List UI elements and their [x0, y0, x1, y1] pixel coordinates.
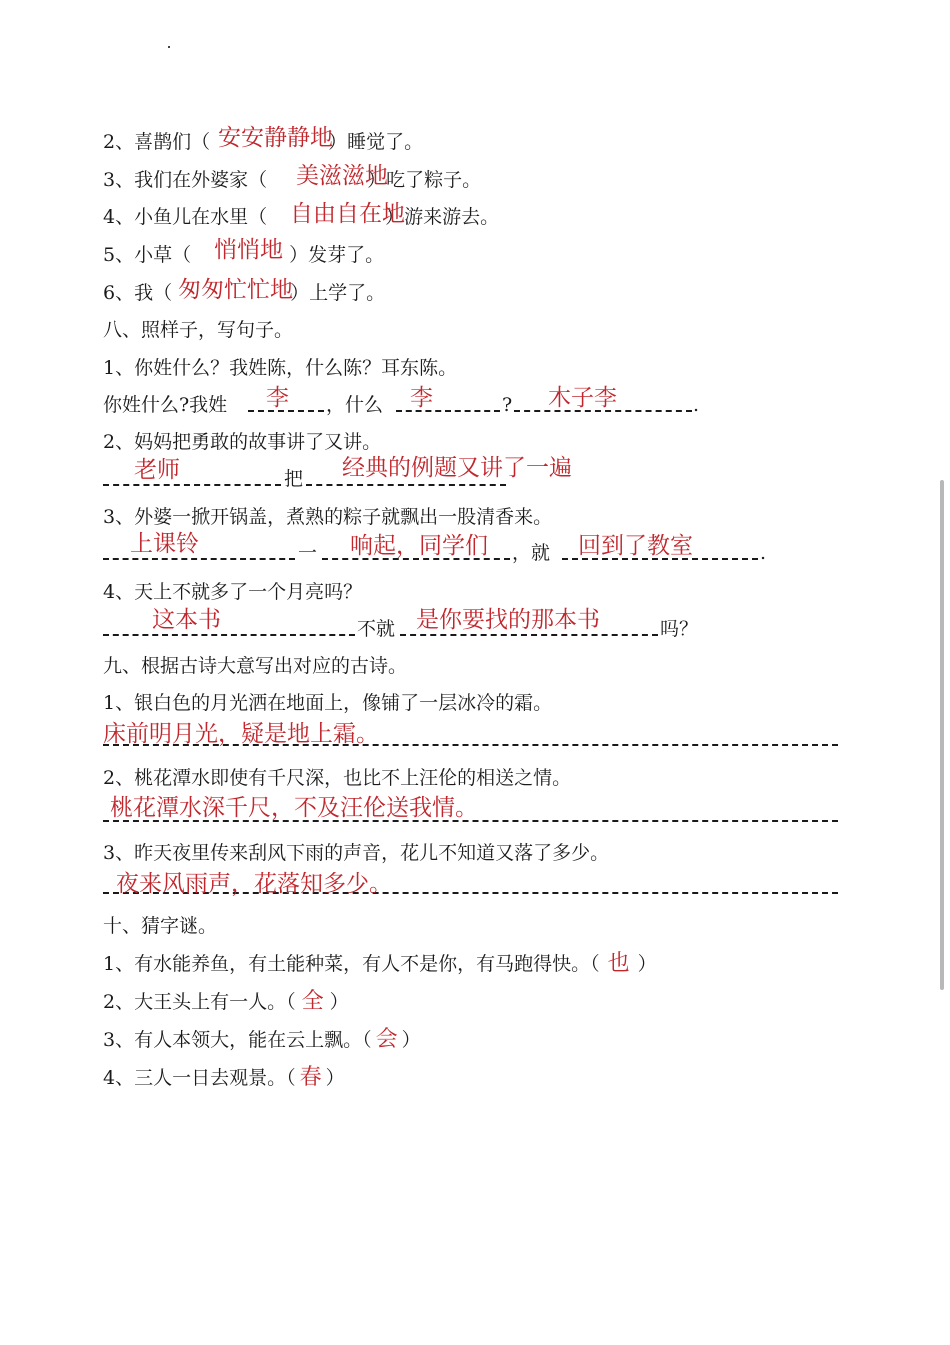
- riddle-answer: 也: [607, 951, 630, 976]
- riddle-answer: 春: [299, 1065, 322, 1090]
- answer: 安安静静地: [218, 125, 333, 151]
- item-text: ）发芽了。: [289, 244, 385, 266]
- item-text: ）吃了粽子。: [367, 169, 482, 191]
- sentence-text: 把: [284, 468, 304, 490]
- answer: 这本书: [152, 607, 221, 633]
- answer: 回到了教室: [578, 533, 693, 559]
- sentence-text: 一: [298, 542, 318, 564]
- item-text: ）游来游去。: [385, 206, 500, 228]
- answer-blank: [306, 484, 506, 486]
- question-prompt: 2、妈妈把勇敢的故事讲了又讲。: [103, 431, 382, 453]
- answer: 夜来风雨声，花落知多少。: [116, 871, 392, 897]
- answer: 上课铃: [130, 531, 199, 557]
- answer: 是你要找的那本书: [416, 607, 600, 633]
- question-prompt: 1、你姓什么？我姓陈，什么陈？耳东陈。: [103, 357, 458, 379]
- item-text: ）上学了。: [290, 282, 386, 304]
- sentence-text: .: [760, 542, 767, 564]
- question-prompt: 1、银白色的月光洒在地面上，像铺了一层冰冷的霜。: [103, 692, 553, 714]
- riddle-text: 1、有水能养鱼，有土能种菜，有人不是你，有马跑得快。（: [103, 953, 600, 975]
- question-prompt: 4、天上不就多了一个月亮吗？: [103, 581, 363, 603]
- item-text: 3、我们在外婆家（: [103, 169, 268, 191]
- speck: [168, 46, 170, 48]
- answer: 悄悄地: [214, 237, 283, 263]
- answer: 桃花潭水深千尺，不及汪伦送我情。: [110, 795, 478, 821]
- scrollbar[interactable]: [940, 480, 944, 990]
- answer: 床前明月光，疑是地上霜。: [103, 721, 379, 747]
- answer: 经典的例题又讲了一遍: [342, 455, 572, 481]
- answer: 匆匆忙忙地: [178, 277, 293, 303]
- riddle-4: [103, 1066, 345, 1090]
- riddle-text: ）: [401, 1029, 421, 1051]
- answer: 李: [266, 385, 289, 411]
- item-text: 2、喜鹊们（: [103, 131, 211, 153]
- riddle-text: 3、有人本领大，能在云上飘。（: [103, 1029, 372, 1051]
- riddle-answer: 全: [301, 989, 324, 1014]
- sentence-text: 你姓什么?我姓: [103, 394, 228, 416]
- sentence-text: .: [693, 394, 700, 416]
- riddle-text: ）: [329, 991, 349, 1013]
- item-3: [103, 168, 481, 192]
- riddle-answer: 会: [375, 1027, 398, 1052]
- answer: 美滋滋地: [296, 163, 388, 189]
- riddle-3: [103, 1028, 421, 1052]
- item-text: 4、小鱼儿在水里（: [103, 206, 268, 228]
- sentence-text: ?: [502, 394, 513, 416]
- answer-blank: [103, 634, 355, 636]
- answer: 自由自在地: [290, 201, 405, 227]
- riddle-text: ）: [637, 953, 657, 975]
- question-prompt: 3、昨天夜里传来刮风下雨的声音，花儿不知道又落了多少。: [103, 842, 610, 864]
- item-text: 5、小草（: [103, 244, 192, 266]
- sentence-text: 不就: [357, 618, 396, 640]
- answer-blank: [103, 558, 295, 560]
- riddle-text: ）: [325, 1067, 345, 1089]
- question-prompt: 3、外婆一掀开锅盖，煮熟的粽子就飘出一股清香来。: [103, 506, 553, 528]
- sentence-text: ，就: [512, 542, 551, 564]
- riddle-1: [103, 952, 657, 976]
- section-heading: 十、猜字谜。: [103, 915, 218, 937]
- question-prompt: 2、桃花潭水即使有千尺深，也比不上汪伦的相送之情。: [103, 767, 572, 789]
- item-text: 6、我（: [103, 282, 173, 304]
- item-text: ）睡觉了。: [328, 131, 424, 153]
- answer-blank: [103, 484, 281, 486]
- answer: 李: [410, 385, 433, 411]
- answer: 老师: [134, 457, 180, 483]
- riddle-text: 2、大王头上有一人。（: [103, 991, 296, 1013]
- sentence-text: ，什么: [326, 394, 384, 416]
- riddle-text: 4、三人一日去观景。（: [103, 1067, 296, 1089]
- answer-blank: [400, 634, 658, 636]
- answer: 木子李: [548, 385, 617, 411]
- section-heading: 八、照样子，写句子。: [103, 319, 294, 341]
- riddle-2: [103, 990, 349, 1014]
- section-heading: 九、根据古诗大意写出对应的古诗。: [103, 655, 408, 677]
- sentence-text: 吗？: [660, 618, 699, 640]
- answer: 响起，同学们: [350, 533, 488, 559]
